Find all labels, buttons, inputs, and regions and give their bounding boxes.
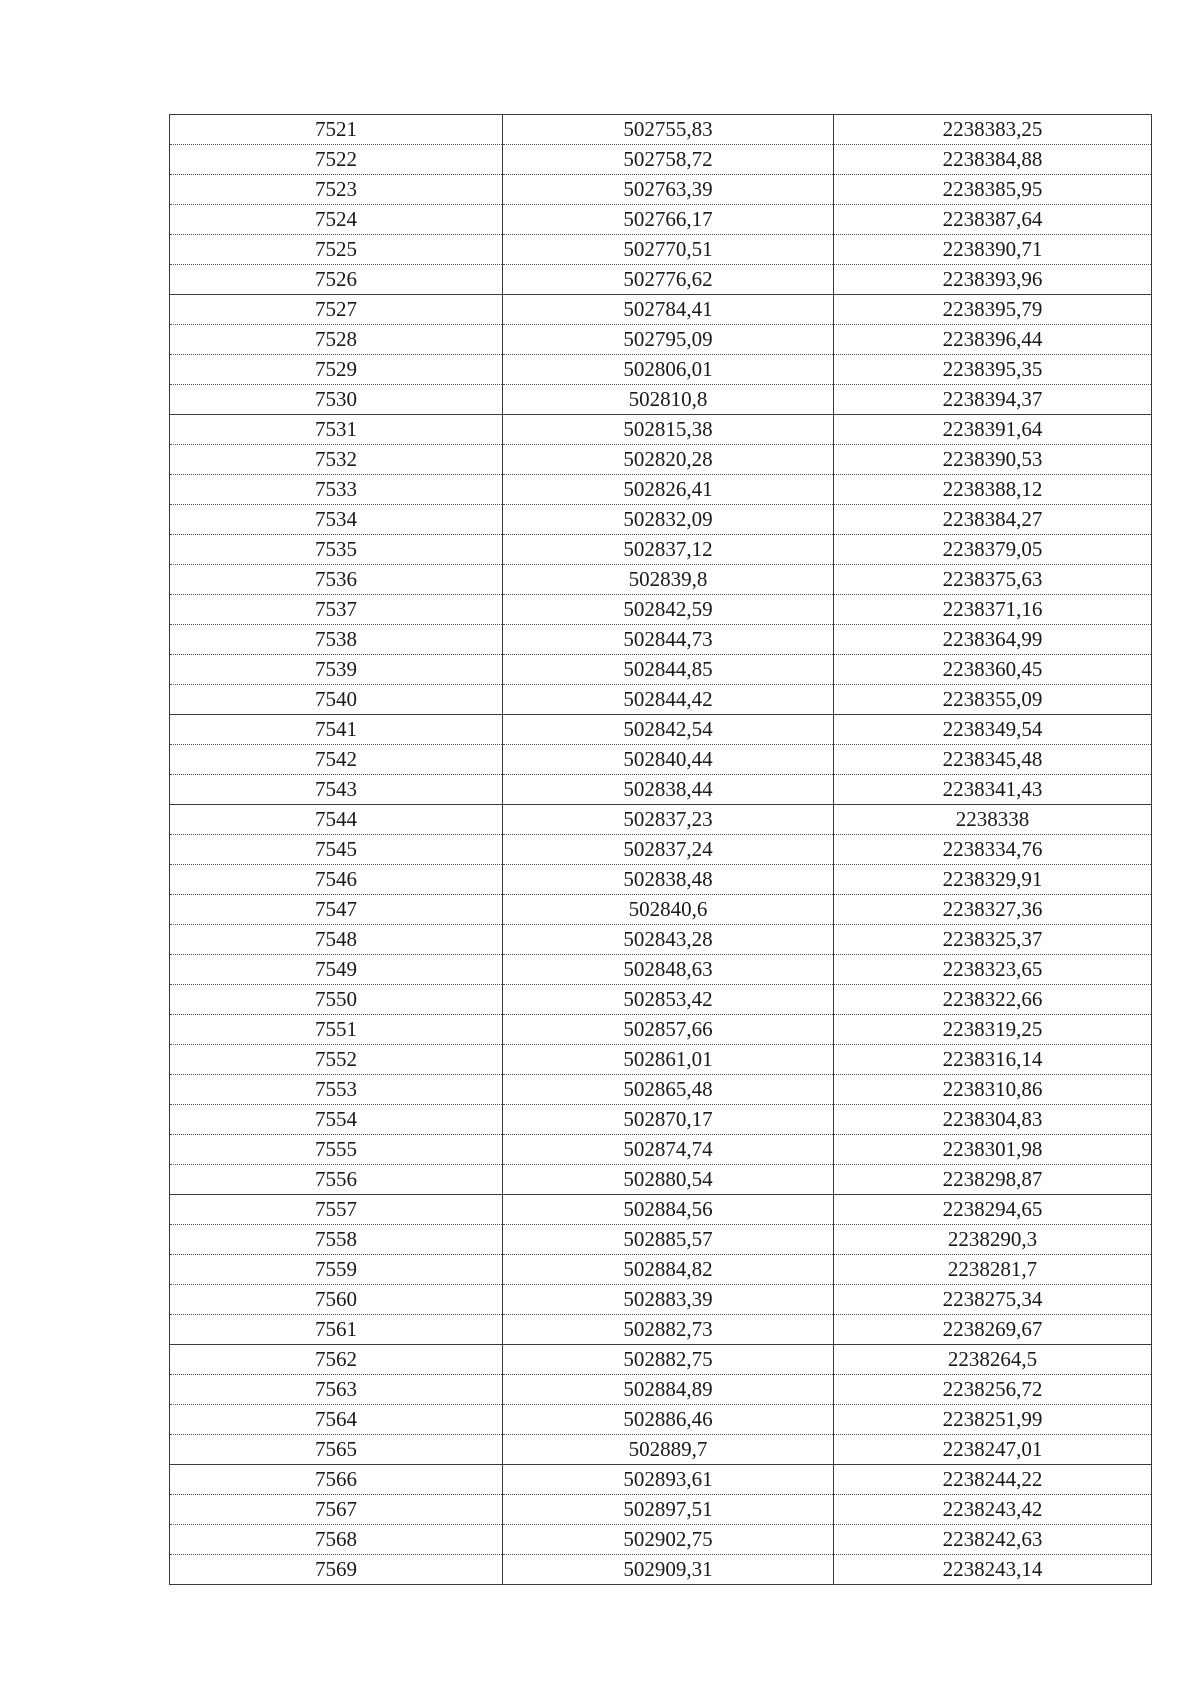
y-coordinate-cell: 2238390,53 — [834, 445, 1152, 475]
table-row — [170, 175, 1152, 205]
y-coordinate-cell: 2238384,27 — [834, 505, 1152, 535]
table-row — [170, 295, 1152, 325]
table-row — [170, 535, 1152, 565]
x-coordinate-cell: 502842,54 — [503, 715, 834, 745]
x-coordinate-cell: 502837,24 — [503, 835, 834, 865]
point-number-cell: 7538 — [170, 625, 503, 655]
point-number-cell: 7539 — [170, 655, 503, 685]
x-coordinate-cell: 502770,51 — [503, 235, 834, 265]
point-number-cell: 7563 — [170, 1375, 503, 1405]
table-row — [170, 1135, 1152, 1165]
y-coordinate-cell: 2238393,96 — [834, 265, 1152, 295]
table-row — [170, 145, 1152, 175]
x-coordinate-cell: 502886,46 — [503, 1405, 834, 1435]
y-coordinate-cell: 2238290,3 — [834, 1225, 1152, 1255]
y-coordinate-cell: 2238251,99 — [834, 1405, 1152, 1435]
table-row — [170, 415, 1152, 445]
table-row — [170, 925, 1152, 955]
table-row — [170, 625, 1152, 655]
x-coordinate-cell: 502776,62 — [503, 265, 834, 295]
x-coordinate-cell: 502874,74 — [503, 1135, 834, 1165]
x-coordinate-cell: 502844,42 — [503, 685, 834, 715]
y-coordinate-cell: 2238256,72 — [834, 1375, 1152, 1405]
x-coordinate-cell: 502909,31 — [503, 1555, 834, 1585]
y-coordinate-cell: 2238242,63 — [834, 1525, 1152, 1555]
point-number-cell: 7559 — [170, 1255, 503, 1285]
x-coordinate-cell: 502844,85 — [503, 655, 834, 685]
table-row — [170, 655, 1152, 685]
y-coordinate-cell: 2238243,14 — [834, 1555, 1152, 1585]
point-number-cell: 7547 — [170, 895, 503, 925]
x-coordinate-cell: 502865,48 — [503, 1075, 834, 1105]
x-coordinate-cell: 502826,41 — [503, 475, 834, 505]
point-number-cell: 7521 — [170, 115, 503, 145]
y-coordinate-cell: 2238355,09 — [834, 685, 1152, 715]
y-coordinate-cell: 2238345,48 — [834, 745, 1152, 775]
x-coordinate-cell: 502857,66 — [503, 1015, 834, 1045]
y-coordinate-cell: 2238379,05 — [834, 535, 1152, 565]
y-coordinate-cell: 2238322,66 — [834, 985, 1152, 1015]
x-coordinate-cell: 502832,09 — [503, 505, 834, 535]
y-coordinate-cell: 2238334,76 — [834, 835, 1152, 865]
point-number-cell: 7546 — [170, 865, 503, 895]
table-row — [170, 1345, 1152, 1375]
point-number-cell: 7549 — [170, 955, 503, 985]
point-number-cell: 7565 — [170, 1435, 503, 1465]
point-number-cell: 7562 — [170, 1345, 503, 1375]
point-number-cell: 7561 — [170, 1315, 503, 1345]
x-coordinate-cell: 502763,39 — [503, 175, 834, 205]
x-coordinate-cell: 502870,17 — [503, 1105, 834, 1135]
table-row — [170, 1525, 1152, 1555]
y-coordinate-cell: 2238385,95 — [834, 175, 1152, 205]
table-row — [170, 1045, 1152, 1075]
y-coordinate-cell: 2238294,65 — [834, 1195, 1152, 1225]
point-number-cell: 7543 — [170, 775, 503, 805]
table-row — [170, 325, 1152, 355]
table-row — [170, 1375, 1152, 1405]
y-coordinate-cell: 2238338 — [834, 805, 1152, 835]
table-row — [170, 1465, 1152, 1495]
point-number-cell: 7522 — [170, 145, 503, 175]
table-row — [170, 685, 1152, 715]
y-coordinate-cell: 2238325,37 — [834, 925, 1152, 955]
y-coordinate-cell: 2238390,71 — [834, 235, 1152, 265]
y-coordinate-cell: 2238310,86 — [834, 1075, 1152, 1105]
table-row — [170, 1405, 1152, 1435]
x-coordinate-cell: 502843,28 — [503, 925, 834, 955]
table-row — [170, 895, 1152, 925]
point-number-cell: 7523 — [170, 175, 503, 205]
y-coordinate-cell: 2238395,79 — [834, 295, 1152, 325]
x-coordinate-cell: 502840,44 — [503, 745, 834, 775]
table-row — [170, 1105, 1152, 1135]
table-row — [170, 1435, 1152, 1465]
table-row — [170, 1285, 1152, 1315]
x-coordinate-cell: 502839,8 — [503, 565, 834, 595]
point-number-cell: 7524 — [170, 205, 503, 235]
point-number-cell: 7540 — [170, 685, 503, 715]
table-row — [170, 865, 1152, 895]
x-coordinate-cell: 502844,73 — [503, 625, 834, 655]
y-coordinate-cell: 2238360,45 — [834, 655, 1152, 685]
table-row — [170, 205, 1152, 235]
y-coordinate-cell: 2238391,64 — [834, 415, 1152, 445]
point-number-cell: 7528 — [170, 325, 503, 355]
point-number-cell: 7555 — [170, 1135, 503, 1165]
x-coordinate-cell: 502882,75 — [503, 1345, 834, 1375]
point-number-cell: 7544 — [170, 805, 503, 835]
coordinates-table-body — [170, 115, 1152, 1585]
point-number-cell: 7531 — [170, 415, 503, 445]
table-row — [170, 745, 1152, 775]
table-row — [170, 1015, 1152, 1045]
point-number-cell: 7564 — [170, 1405, 503, 1435]
x-coordinate-cell: 502885,57 — [503, 1225, 834, 1255]
x-coordinate-cell: 502861,01 — [503, 1045, 834, 1075]
table-row — [170, 115, 1152, 145]
table-row — [170, 985, 1152, 1015]
point-number-cell: 7554 — [170, 1105, 503, 1135]
x-coordinate-cell: 502795,09 — [503, 325, 834, 355]
x-coordinate-cell: 502884,56 — [503, 1195, 834, 1225]
point-number-cell: 7537 — [170, 595, 503, 625]
point-number-cell: 7534 — [170, 505, 503, 535]
point-number-cell: 7569 — [170, 1555, 503, 1585]
x-coordinate-cell: 502853,42 — [503, 985, 834, 1015]
y-coordinate-cell: 2238387,64 — [834, 205, 1152, 235]
table-row — [170, 1225, 1152, 1255]
point-number-cell: 7567 — [170, 1495, 503, 1525]
table-row — [170, 475, 1152, 505]
x-coordinate-cell: 502820,28 — [503, 445, 834, 475]
y-coordinate-cell: 2238364,99 — [834, 625, 1152, 655]
x-coordinate-cell: 502810,8 — [503, 385, 834, 415]
x-coordinate-cell: 502884,89 — [503, 1375, 834, 1405]
table-row — [170, 385, 1152, 415]
y-coordinate-cell: 2238394,37 — [834, 385, 1152, 415]
y-coordinate-cell: 2238301,98 — [834, 1135, 1152, 1165]
coordinates-table — [169, 114, 1152, 1585]
table-row — [170, 1555, 1152, 1585]
x-coordinate-cell: 502815,38 — [503, 415, 834, 445]
y-coordinate-cell: 2238316,14 — [834, 1045, 1152, 1075]
y-coordinate-cell: 2238275,34 — [834, 1285, 1152, 1315]
table-row — [170, 235, 1152, 265]
y-coordinate-cell: 2238298,87 — [834, 1165, 1152, 1195]
table-row — [170, 1195, 1152, 1225]
point-number-cell: 7548 — [170, 925, 503, 955]
x-coordinate-cell: 502806,01 — [503, 355, 834, 385]
table-row — [170, 1315, 1152, 1345]
x-coordinate-cell: 502882,73 — [503, 1315, 834, 1345]
y-coordinate-cell: 2238384,88 — [834, 145, 1152, 175]
point-number-cell: 7568 — [170, 1525, 503, 1555]
point-number-cell: 7551 — [170, 1015, 503, 1045]
table-row — [170, 835, 1152, 865]
point-number-cell: 7535 — [170, 535, 503, 565]
point-number-cell: 7558 — [170, 1225, 503, 1255]
x-coordinate-cell: 502893,61 — [503, 1465, 834, 1495]
y-coordinate-cell: 2238264,5 — [834, 1345, 1152, 1375]
point-number-cell: 7553 — [170, 1075, 503, 1105]
x-coordinate-cell: 502758,72 — [503, 145, 834, 175]
x-coordinate-cell: 502838,44 — [503, 775, 834, 805]
table-row — [170, 595, 1152, 625]
point-number-cell: 7541 — [170, 715, 503, 745]
x-coordinate-cell: 502897,51 — [503, 1495, 834, 1525]
y-coordinate-cell: 2238329,91 — [834, 865, 1152, 895]
y-coordinate-cell: 2238319,25 — [834, 1015, 1152, 1045]
point-number-cell: 7556 — [170, 1165, 503, 1195]
y-coordinate-cell: 2238396,44 — [834, 325, 1152, 355]
y-coordinate-cell: 2238281,7 — [834, 1255, 1152, 1285]
table-row — [170, 955, 1152, 985]
x-coordinate-cell: 502883,39 — [503, 1285, 834, 1315]
y-coordinate-cell: 2238323,65 — [834, 955, 1152, 985]
table-row — [170, 445, 1152, 475]
table-row — [170, 715, 1152, 745]
y-coordinate-cell: 2238341,43 — [834, 775, 1152, 805]
point-number-cell: 7550 — [170, 985, 503, 1015]
x-coordinate-cell: 502840,6 — [503, 895, 834, 925]
y-coordinate-cell: 2238375,63 — [834, 565, 1152, 595]
point-number-cell: 7557 — [170, 1195, 503, 1225]
y-coordinate-cell: 2238269,67 — [834, 1315, 1152, 1345]
y-coordinate-cell: 2238349,54 — [834, 715, 1152, 745]
table-row — [170, 1165, 1152, 1195]
point-number-cell: 7530 — [170, 385, 503, 415]
point-number-cell: 7552 — [170, 1045, 503, 1075]
y-coordinate-cell: 2238327,36 — [834, 895, 1152, 925]
x-coordinate-cell: 502784,41 — [503, 295, 834, 325]
table-row — [170, 1495, 1152, 1525]
point-number-cell: 7536 — [170, 565, 503, 595]
point-number-cell: 7542 — [170, 745, 503, 775]
x-coordinate-cell: 502837,23 — [503, 805, 834, 835]
point-number-cell: 7566 — [170, 1465, 503, 1495]
x-coordinate-cell: 502880,54 — [503, 1165, 834, 1195]
point-number-cell: 7526 — [170, 265, 503, 295]
point-number-cell: 7529 — [170, 355, 503, 385]
point-number-cell: 7527 — [170, 295, 503, 325]
point-number-cell: 7532 — [170, 445, 503, 475]
y-coordinate-cell: 2238243,42 — [834, 1495, 1152, 1525]
x-coordinate-cell: 502884,82 — [503, 1255, 834, 1285]
point-number-cell: 7545 — [170, 835, 503, 865]
x-coordinate-cell: 502848,63 — [503, 955, 834, 985]
y-coordinate-cell: 2238395,35 — [834, 355, 1152, 385]
y-coordinate-cell: 2238388,12 — [834, 475, 1152, 505]
point-number-cell: 7533 — [170, 475, 503, 505]
table-row — [170, 355, 1152, 385]
y-coordinate-cell: 2238371,16 — [834, 595, 1152, 625]
x-coordinate-cell: 502837,12 — [503, 535, 834, 565]
table-row — [170, 505, 1152, 535]
point-number-cell: 7560 — [170, 1285, 503, 1315]
table-row — [170, 1075, 1152, 1105]
x-coordinate-cell: 502838,48 — [503, 865, 834, 895]
x-coordinate-cell: 502755,83 — [503, 115, 834, 145]
table-row — [170, 805, 1152, 835]
x-coordinate-cell: 502889,7 — [503, 1435, 834, 1465]
table-row — [170, 265, 1152, 295]
table-row — [170, 775, 1152, 805]
point-number-cell: 7525 — [170, 235, 503, 265]
y-coordinate-cell: 2238304,83 — [834, 1105, 1152, 1135]
table-row — [170, 565, 1152, 595]
y-coordinate-cell: 2238383,25 — [834, 115, 1152, 145]
x-coordinate-cell: 502842,59 — [503, 595, 834, 625]
x-coordinate-cell: 502766,17 — [503, 205, 834, 235]
y-coordinate-cell: 2238244,22 — [834, 1465, 1152, 1495]
table-row — [170, 1255, 1152, 1285]
x-coordinate-cell: 502902,75 — [503, 1525, 834, 1555]
y-coordinate-cell: 2238247,01 — [834, 1435, 1152, 1465]
